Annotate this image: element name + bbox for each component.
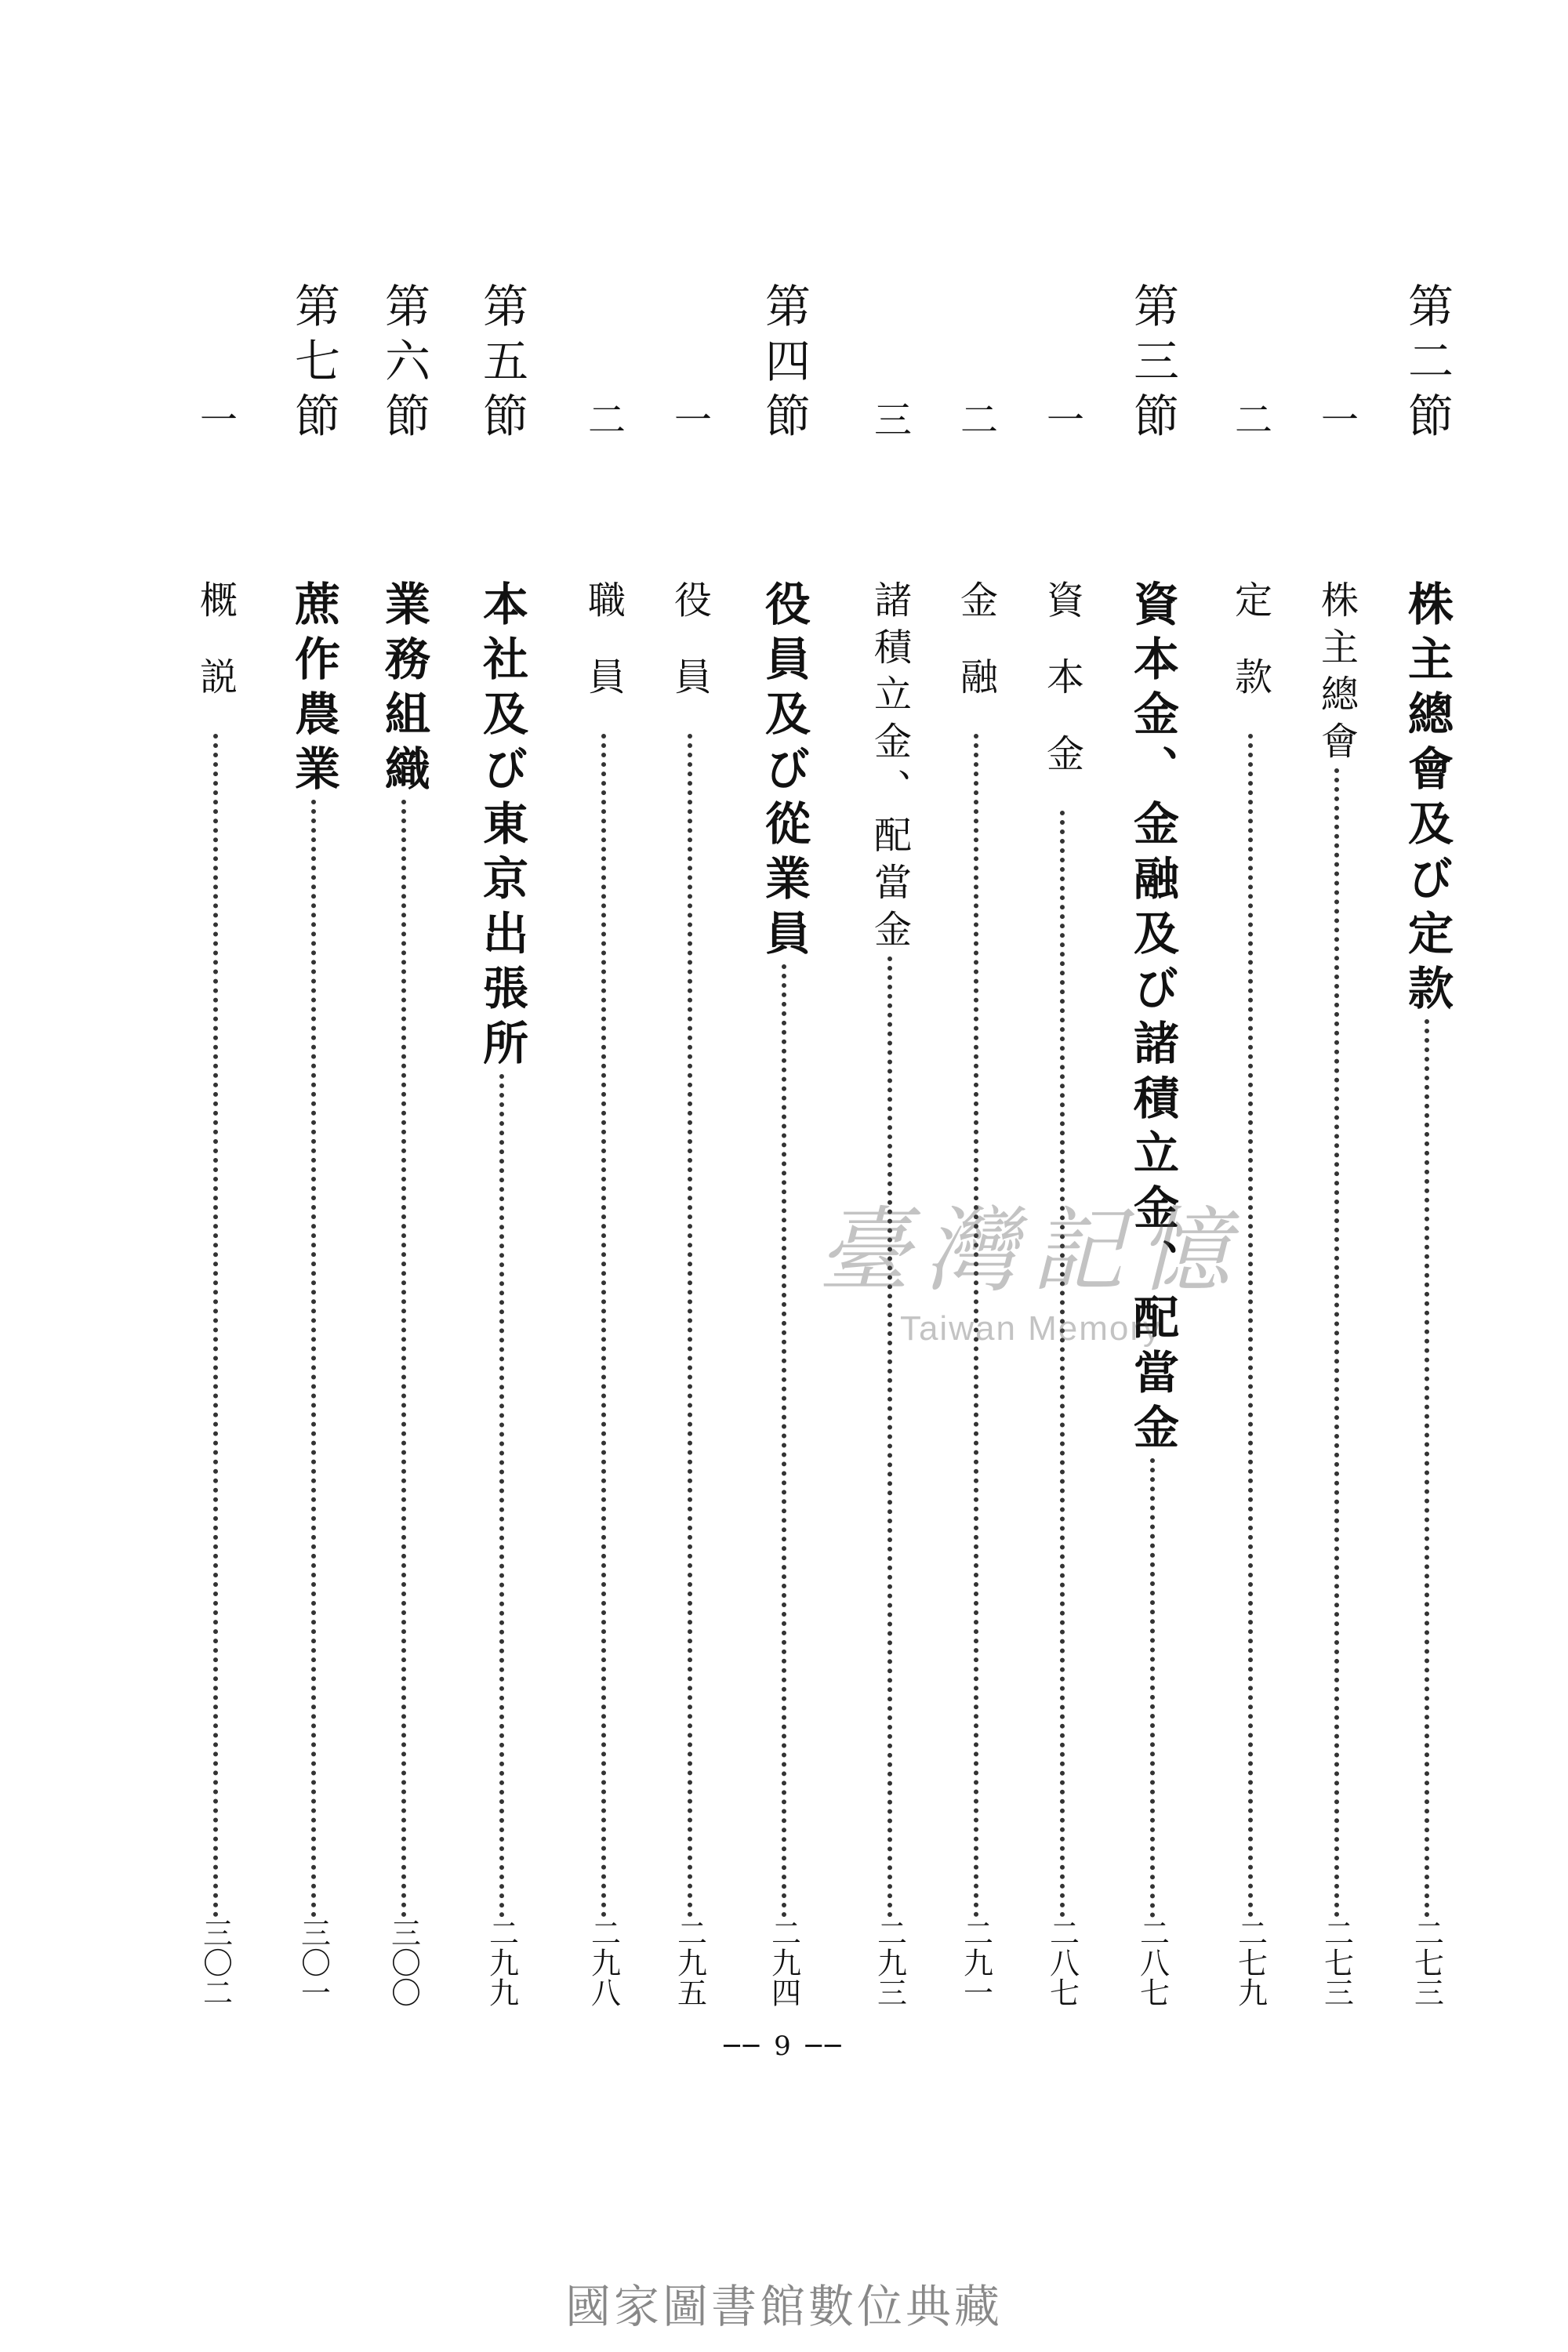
toc-page-number: 二九四 <box>766 1918 801 2007</box>
toc-entry <box>651 282 729 2007</box>
library-footer: 國家圖書館數位典藏 <box>564 2280 1003 2333</box>
toc-leader-dots <box>782 964 786 1918</box>
toc-leader-dots <box>499 1074 504 1918</box>
toc-item-number: 一 <box>667 400 712 437</box>
toc-entry <box>1023 282 1102 2007</box>
toc-item-number: 一 <box>193 400 238 437</box>
toc-item-title: 概説 <box>193 580 238 734</box>
toc-leader-dots <box>1334 768 1339 1918</box>
toc-leader-dots <box>401 800 406 1918</box>
toc-section-title: 資本金、金融及び諸積立金、配當金 <box>1126 580 1179 1458</box>
toc-page-number: 二七三 <box>1319 1918 1354 2007</box>
toc-section-title: 役員及び從業員 <box>757 580 811 964</box>
toc-entry <box>1298 282 1376 2007</box>
toc-section-number: 第二節 <box>1400 282 1454 447</box>
watermark-english-text: Taiwan Memory <box>899 1309 1163 1348</box>
toc-entry <box>176 282 255 2007</box>
toc-entry <box>1388 282 1466 2007</box>
toc-entry <box>274 282 353 2007</box>
toc-item-number: 三 <box>867 400 912 437</box>
toc-item-title: 金融 <box>953 580 998 734</box>
toc-section-number: 第六節 <box>377 282 430 447</box>
toc-entry <box>365 282 443 2007</box>
toc-leader-dots <box>311 800 316 1918</box>
toc-page-number: 二七三 <box>1409 1918 1444 2007</box>
toc-entry <box>564 282 643 2007</box>
toc-page-number: 三〇一 <box>296 1918 331 2007</box>
toc-page-number: 二九一 <box>958 1918 993 2007</box>
toc-item-title: 諸積立金、配當金 <box>867 580 912 956</box>
page-number: ── 9 ── <box>724 2031 844 2062</box>
toc-section-title: 業務組織 <box>377 580 430 800</box>
toc-item-number: 二 <box>953 400 998 437</box>
toc-section-number: 第五節 <box>475 282 528 447</box>
toc-page-number: 三〇〇 <box>386 1918 421 2007</box>
toc-entry <box>1113 282 1192 2007</box>
toc-entry <box>937 282 1015 2007</box>
toc-page-number: 二九八 <box>586 1918 621 2007</box>
toc-page-number: 二八七 <box>1044 1918 1080 2007</box>
toc-item-title: 役員 <box>667 580 712 734</box>
toc-entry <box>745 282 823 2007</box>
toc-section-title: 蔗作農業 <box>287 580 340 800</box>
toc-item-number: 二 <box>1228 400 1272 437</box>
toc-item-title: 資本金 <box>1040 580 1084 811</box>
toc-page-number: 二八七 <box>1134 1918 1170 2007</box>
toc-page-number: 二九五 <box>672 1918 707 2007</box>
toc-entry <box>851 282 929 2007</box>
toc-item-number: 一 <box>1314 400 1359 437</box>
toc-section-title: 株主總會及び定款 <box>1400 580 1454 1019</box>
toc-leader-dots <box>688 734 692 1918</box>
toc-entry <box>1211 282 1290 2007</box>
toc-section-title: 本社及び東京出張所 <box>475 580 528 1074</box>
toc-leader-dots <box>1060 811 1065 1918</box>
toc-leader-dots <box>601 734 606 1918</box>
toc-page-number: 二九三 <box>872 1918 907 2007</box>
toc-item-number: 一 <box>1040 400 1084 437</box>
toc-item-title: 定款 <box>1228 580 1272 734</box>
toc-section-number: 第四節 <box>757 282 811 447</box>
watermark-chinese-text: 臺灣記憶 <box>817 1196 1244 1305</box>
toc-section-number: 第三節 <box>1126 282 1179 447</box>
toc-item-number: 二 <box>581 400 626 437</box>
toc-leader-dots <box>1150 1458 1155 1918</box>
toc-section-number: 第七節 <box>287 282 340 447</box>
toc-leader-dots <box>1425 1019 1429 1918</box>
toc-leader-dots <box>887 956 892 1918</box>
toc-leader-dots <box>213 734 218 1918</box>
toc-item-title: 株主總會 <box>1314 580 1359 768</box>
toc-page-number: 二九九 <box>484 1918 519 2007</box>
toc-page-number: 二七九 <box>1232 1918 1268 2007</box>
toc-page-number: 三〇二 <box>198 1918 233 2007</box>
toc-entry <box>463 282 541 2007</box>
toc-item-title: 職員 <box>581 580 626 734</box>
watermark-logo <box>776 1176 1286 1364</box>
